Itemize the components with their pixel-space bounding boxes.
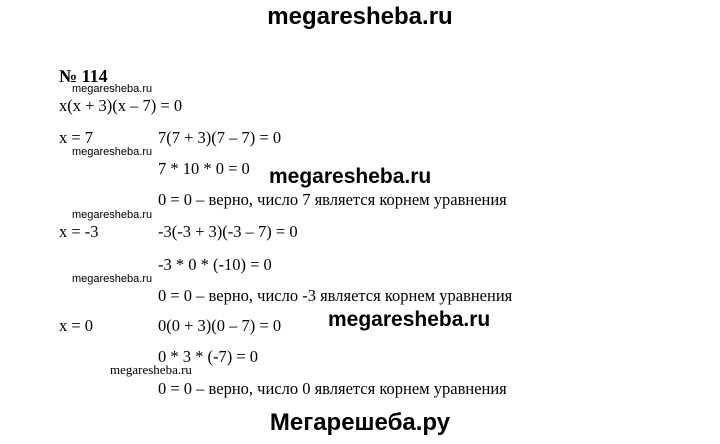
watermark-big: megaresheba.ru bbox=[328, 308, 491, 331]
watermark-small: megaresheba.ru bbox=[72, 83, 153, 95]
watermark-small: megaresheba.ru bbox=[72, 273, 153, 285]
case-1-conclusion: 0 = 0 – верно, число 7 является корнем уравнения bbox=[158, 190, 507, 209]
case-2-x-label: x = -3 bbox=[59, 222, 99, 241]
equation: x(x + 3)(x – 7) = 0 bbox=[59, 96, 183, 115]
problem-number: № 114 bbox=[59, 66, 108, 86]
case-2-step: -3 * 0 * (-10) = 0 bbox=[158, 255, 272, 274]
watermark-big: megaresheba.ru bbox=[269, 165, 432, 188]
site-header: megaresheba.ru bbox=[267, 3, 453, 30]
case-2-substitution: -3(-3 + 3)(-3 – 7) = 0 bbox=[158, 222, 298, 241]
case-3-conclusion: 0 = 0 – верно, число 0 является корнем уравнения bbox=[158, 379, 507, 398]
case-3-x-label: x = 0 bbox=[59, 316, 94, 335]
site-footer: Мегарешеба.ру bbox=[269, 409, 451, 436]
case-3-substitution: 0(0 + 3)(0 – 7) = 0 bbox=[158, 316, 282, 335]
case-1-step: 7 * 10 * 0 = 0 bbox=[158, 159, 250, 178]
case-1-substitution: 7(7 + 3)(7 – 7) = 0 bbox=[158, 128, 282, 147]
watermark-small: megaresheba.ru bbox=[110, 362, 192, 377]
case-3-step: 0 * 3 * (-7) = 0 bbox=[158, 347, 259, 366]
case-1-x-label: x = 7 bbox=[59, 128, 94, 147]
case-2-conclusion: 0 = 0 – верно, число -3 является корнем уравнения bbox=[158, 286, 513, 305]
watermark-small: megaresheba.ru bbox=[72, 146, 153, 158]
watermark-small: megaresheba.ru bbox=[72, 209, 153, 221]
